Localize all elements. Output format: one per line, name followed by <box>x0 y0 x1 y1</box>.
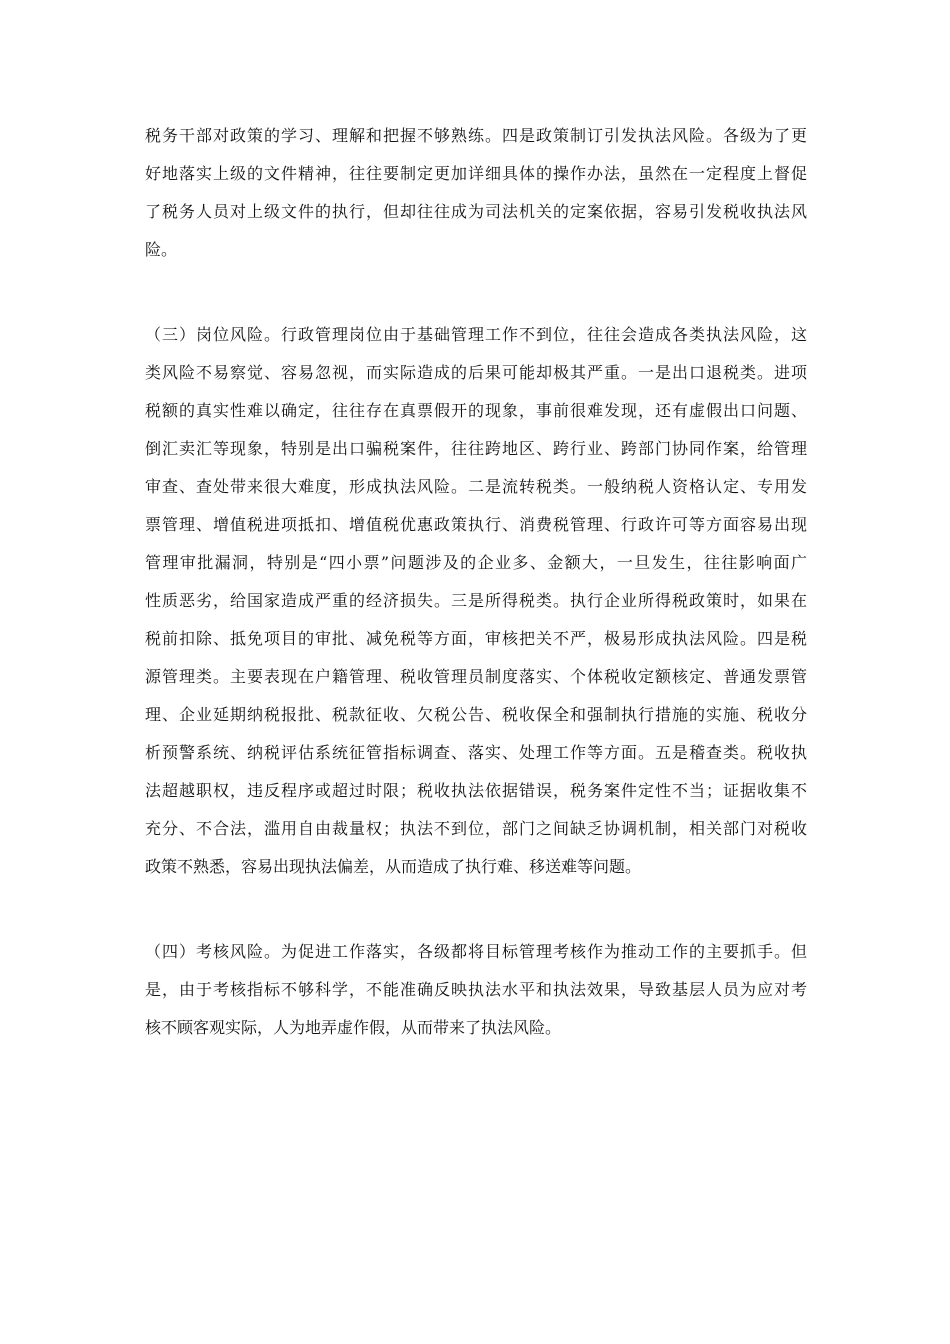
text-line: 政策不熟悉，容易出现执法偏差，从而造成了执行难、移送难等问题。 <box>145 857 642 876</box>
text-line: 类风险不易察觉、容易忽视，而实际造成的后果可能却极其严重。一是出口退税类。进项 <box>145 363 807 382</box>
text-line: 性质恶劣，给国家造成严重的经济损失。三是所得税类。执行企业所得税政策时，如果在 <box>145 591 807 610</box>
text-line: 审查、查处带来很大难度，形成执法风险。二是流转税类。一般纳税人资格认定、专用发 <box>145 477 807 496</box>
text-line: 票管理、增值税进项抵扣、增值税优惠政策执行、消费税管理、行政许可等方面容易出现 <box>145 515 807 534</box>
text-line: 核不顾客观实际，人为地弄虚作假，从而带来了执法风险。 <box>145 1018 562 1037</box>
text-line: 了税务人员对上级文件的执行，但却往往成为司法机关的定案依据，容易引发税收执法风 <box>145 202 807 221</box>
text-line: 税前扣除、抵免项目的审批、减免税等方面，审核把关不严，极易形成执法风险。四是税 <box>145 629 807 648</box>
text-line: 是，由于考核指标不够科学，不能准确反映执法水平和执法效果，导致基层人员为应对考 <box>145 980 807 999</box>
text-line: 析预警系统、纳税评估系统征管指标调查、落实、处理工作等方面。五是稽查类。税收执 <box>145 743 807 762</box>
text-line: 税务干部对政策的学习、理解和把握不够熟练。四是政策制订引发执法风险。各级为了更 <box>145 126 807 145</box>
text-line: （三）岗位风险。行政管理岗位由于基础管理工作不到位，往往会造成各类执法风险，这 <box>145 325 807 344</box>
text-line: 税额的真实性难以确定，往往存在真票假开的现象，事前很难发现，还有虚假出口问题、 <box>145 401 807 420</box>
text-line: 充分、不合法，滥用自由裁量权；执法不到位，部门之间缺乏协调机制，相关部门对税收 <box>145 819 807 838</box>
text-line: 险。 <box>145 240 178 259</box>
text-line: 法超越职权，违反程序或超过时限；税收执法依据错误，税务案件定性不当；证据收集不 <box>145 781 807 800</box>
text-line: 倒汇卖汇等现象，特别是出口骗税案件，往往跨地区、跨行业、跨部门协同作案，给管理 <box>145 439 807 458</box>
text-line: 管理审批漏洞，特别是“四小票”问题涉及的企业多、金额大，一旦发生，往往影响面广 <box>145 553 807 572</box>
text-line: 好地落实上级的文件精神，往往要制定更加详细具体的操作办法，虽然在一定程度上督促 <box>145 164 807 183</box>
text-line: 源管理类。主要表现在户籍管理、税收管理员制度落实、个体税收定额核定、普通发票管 <box>145 667 807 686</box>
text-line: （四）考核风险。为促进工作落实，各级都将目标管理考核作为推动工作的主要抓手。但 <box>145 942 807 961</box>
text-line: 理、企业延期纳税报批、税款征收、欠税公告、税收保全和强制执行措施的实施、税收分 <box>145 705 807 724</box>
